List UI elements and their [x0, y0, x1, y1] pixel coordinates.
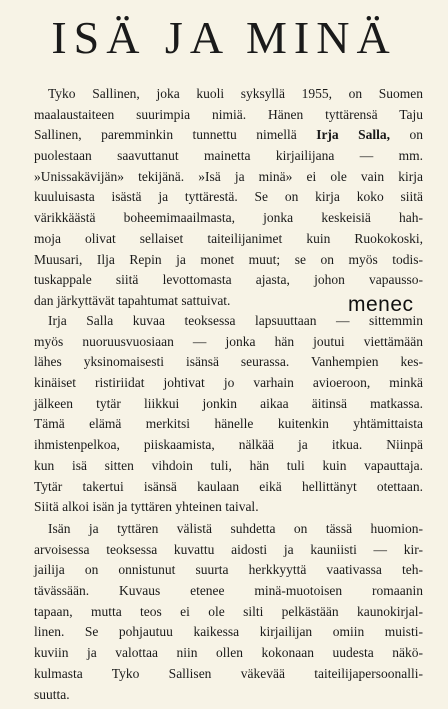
text-line: arvoisessa teoksessa kuvattu aidosti ja kauniisti — kir-	[34, 541, 423, 557]
text-line: lähes yksinomaisesti isänsä seurassa. Vanhempien kes-	[34, 354, 423, 370]
author-name-bold: Irja Salla,	[316, 127, 391, 143]
text-line: myös nuoruusvuosiaan — jonka hän joutui viettämään	[34, 333, 423, 349]
text-line: Tyko Sallinen, joka kuoli syksyllä 1955, on Suomen	[48, 86, 423, 101]
text-line: Irja Salla kuvaa teoksessa lapsuuttaan — sittemmin	[48, 313, 423, 328]
text-line: kun isä sitten vihdoin tuli, hän tuli kuin vapauttaja.	[34, 457, 423, 473]
text-line: jailija on onnistunut suurta herkkyyttä vaativassa teh-	[34, 562, 423, 578]
stamp-text: menec	[348, 293, 414, 316]
text-line: dan järkyttävät tapahtumat sattuivat.	[34, 292, 231, 308]
text-line: kuuluisasta isästä ja tyttärestä. Se on kirja koko siitä	[34, 189, 423, 205]
text-line: puolestaan saavuttanut mainetta kirjailijana — mm.	[34, 148, 423, 164]
text-line: suutta.	[34, 686, 70, 702]
text-line: kuviin ja valottaa niin ollen kokonaan uudesta näkö-	[34, 645, 423, 661]
text-line: jälkeen tytär liikkui jonkin aikaa äitinsä matkassa.	[34, 395, 423, 411]
paragraph-1	[34, 84, 423, 312]
text-line: Tytär takertui isänsä kaulaan eikä hellittänyt otettaan.	[34, 478, 423, 494]
text-line: Tämä elämä merkitsi hänelle kuitenkin yhtämittaista	[34, 416, 423, 432]
text-line: maalaustaiteen suurimpia nimiä. Hänen tyttärensä Taju	[34, 106, 423, 122]
text-line: Muusari, Ilja Repin ja monet muut; se on myös todis-	[34, 251, 423, 267]
page-title: ISÄ JA MINÄ	[51, 12, 397, 63]
text-line: moja olivat sellaiset taiteilijanimet kuin Ruokokoski,	[34, 230, 423, 246]
text-line: tapaan, mutta teos ei ole silti pelkästään kaunokirjal-	[34, 603, 423, 619]
text-line	[34, 125, 423, 146]
text-line: kulmasta Tyko Sallisen väkevää taiteilijapersoonalli-	[34, 665, 423, 681]
text-line: Siitä alkoi isän ja tyttären yhteinen taival.	[34, 499, 259, 515]
text-line: kinäiset ristiriidat johtivat jo varhain avioeroon, minkä	[34, 375, 423, 391]
text-line: ihmistenpelkoa, piiskaamista, nälkää ja itkua. Niinpä	[34, 437, 423, 453]
text-fragment: Sallinen, paremminkin tunnettu nimellä	[34, 127, 297, 143]
paragraph-3	[34, 519, 423, 705]
text-line: tuskappale siitä levottomasta ajasta, johon vapausso-	[34, 272, 423, 288]
text-line: Isän ja tyttären välistä suhdetta on tässä huomion-	[48, 521, 423, 536]
text-line: linen. Se pohjautuu kaikessa kirjailijan omiin muisti-	[34, 624, 423, 640]
text-line: värikkäästä boheemimaailmasta, jonka keskeisiä hah-	[34, 210, 423, 226]
paragraph-2	[34, 311, 423, 518]
text-line: tävässään. Kuvaus etenee minä-muotoisen romaanin	[34, 583, 423, 599]
text-line: »Unissakävijän» tekijänä. »Isä ja minä» ei ole vain kirja	[34, 168, 423, 184]
text-fragment: on	[409, 127, 423, 143]
